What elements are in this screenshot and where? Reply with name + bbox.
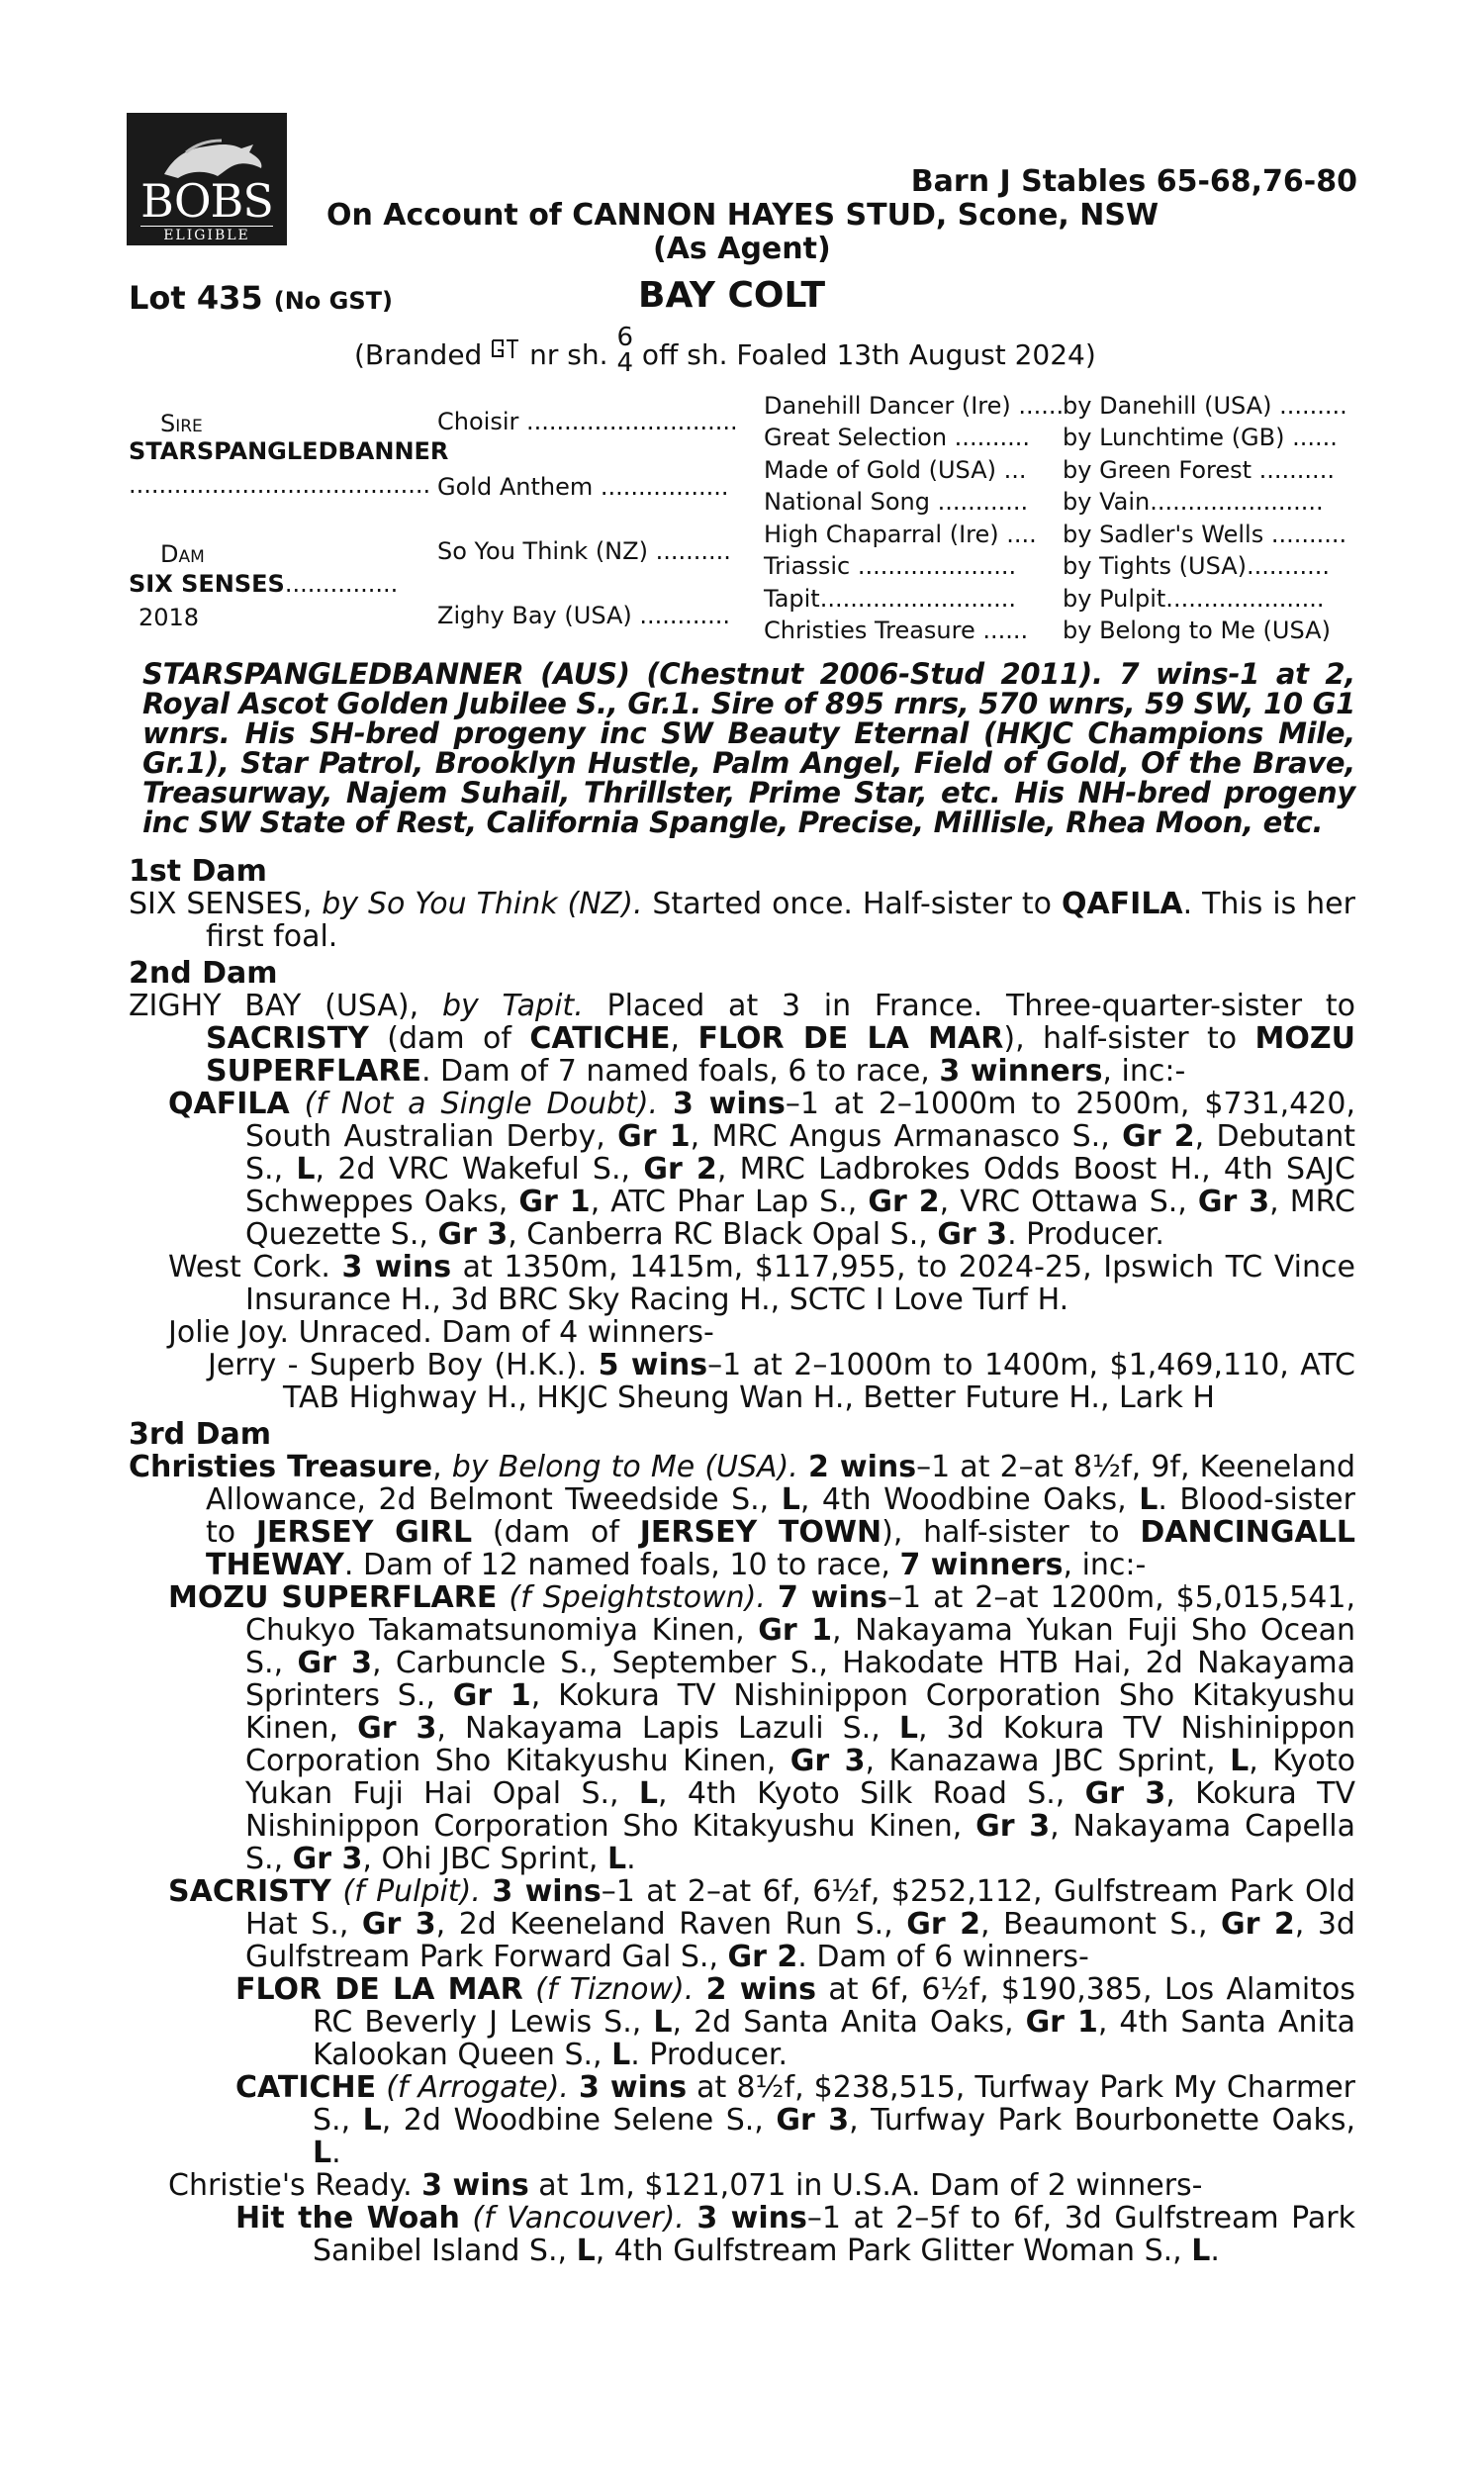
grade: L [1139, 1482, 1159, 1517]
sire-label: Sire [160, 410, 203, 437]
grade: Gr 1 [758, 1613, 832, 1648]
horse-name: FLOR DE LA MAR [235, 1972, 523, 2007]
grade: L [576, 2234, 596, 2268]
text-span: , 4th Kyoto Silk Road S., [658, 1776, 1066, 1811]
winners-count: 7 winners [899, 1548, 1064, 1582]
text-span: , VRC Ottawa S., [939, 1185, 1187, 1219]
text-span: at 8½f, $238,515, Turfway Park My Charmer S., [313, 2070, 1355, 2138]
relative-name: JERSEY GIRL [255, 1515, 473, 1550]
grade: L [313, 2136, 332, 2170]
grade: Gr 3 [975, 1809, 1051, 1844]
grade: Gr 3 [292, 1842, 363, 1876]
relative-name: CATICHE [529, 1021, 671, 1056]
ped-col2-2: So You Think (NZ) .......... [437, 537, 731, 565]
text-span: , Kokura TV Nishinippon Corporation Sho Kitakyushu Kinen, [245, 1776, 1355, 1844]
horse-name: West Cork. [168, 1250, 330, 1285]
progeny-catiche [129, 2071, 1355, 2169]
grade: Gr 2 [1122, 1119, 1195, 1154]
first-dam-entry [129, 888, 1355, 953]
text-span: . Dam of 6 winners- [797, 1940, 1089, 1974]
grade: L [1230, 1744, 1250, 1778]
brand-mid: nr sh. [529, 338, 608, 371]
text-span: , 2d Santa Anita Oaks, [672, 2005, 1014, 2040]
horse-name: Hit the Woah [235, 2201, 460, 2236]
text-span: , MRC Angus Armanasco S., [690, 1119, 1110, 1154]
sire-name: STARSPANGLEDBANNER [129, 437, 449, 465]
barn-location: Barn J Stables 65-68,76-80 [910, 164, 1357, 199]
grade: L [781, 1482, 800, 1517]
horse-sire: (f Not a Single Doubt). [304, 1087, 659, 1121]
grade: L [611, 2038, 631, 2072]
text-span: , Kokura TV Nishinippon Corporation Sho Kitakyushu Kinen, [245, 1678, 1355, 1746]
text-span: , Nakayama Yukan Fuji Sho Ocean S., [245, 1613, 1355, 1680]
text-span: . [331, 2136, 341, 2170]
horse-sire: (f Arrogate). [386, 2070, 569, 2105]
logo-subtext: ELIGIBLE [140, 226, 273, 243]
wins: 7 wins [777, 1580, 887, 1615]
grade: L [296, 1152, 316, 1187]
grade: Gr 3 [1197, 1185, 1270, 1219]
horse-name: SACRISTY [168, 1874, 331, 1909]
text-span: , Kanazawa JBC Sprint, [865, 1744, 1216, 1778]
text-span: (dam of [387, 1021, 511, 1056]
first-dam-sire: by So You Think (NZ). [322, 887, 643, 921]
grade: Gr 3 [776, 2103, 850, 2138]
text-span: ), half-sister to [1003, 1021, 1238, 1056]
dam-label: Dam [160, 540, 205, 568]
grade: Gr 3 [937, 1217, 1008, 1252]
grade: Gr 3 [437, 1217, 509, 1252]
wins: 3 wins [421, 2168, 529, 2203]
text-span: , inc:- [1063, 1548, 1147, 1582]
text-span: , [432, 1450, 442, 1484]
text-span: , Canberra RC Black Opal S., [508, 1217, 928, 1252]
text-span: –1 at 2–at 6f, 6½f, $252,112, Gulfstream Park Old Hat S., [245, 1874, 1356, 1942]
grade: Gr 2 [643, 1152, 717, 1187]
text-span: , MRC Quezette S., [245, 1185, 1355, 1252]
text-span: –1 at 2–at 1200m, $5,015,541, Chukyo Takamatsunomiya Kinen, [245, 1580, 1355, 1648]
logo-text: BOBS [140, 174, 273, 228]
grade: Gr 1 [1025, 2005, 1098, 2040]
text-span: , Kyoto Yukan Fuji Hai Opal S., [245, 1744, 1355, 1811]
ped-col4-3: by Vain....................... [1063, 488, 1324, 516]
text-span: –1 at 2–5f to 6f, 3d Gulfstream Park Sanibel Island S., [313, 2201, 1356, 2268]
text-span: . Blood-sister to [206, 1482, 1355, 1550]
progeny-hit-the-woah [129, 2202, 1355, 2267]
horse-name: Christie's Ready. [168, 2168, 413, 2203]
third-dam-sire: by Belong to Me (USA). [451, 1450, 798, 1484]
second-dam-entry [129, 990, 1355, 1088]
dam-year: 2018 [139, 604, 200, 631]
ped-col3-3: National Song ............ [764, 488, 1029, 516]
text-span: , Debutant S., [245, 1119, 1356, 1187]
winners-count: 3 winners [939, 1054, 1103, 1089]
section-2nd-dam: 2nd Dam [129, 956, 278, 991]
grade: Gr 1 [518, 1185, 591, 1219]
horse-sire: (f Speightstown). [509, 1580, 766, 1615]
text-span: . This is her first foal. [206, 887, 1355, 954]
ped-col4-2: by Green Forest .......... [1063, 456, 1335, 484]
wins: 2 wins [807, 1450, 917, 1484]
grade: Gr 3 [297, 1646, 372, 1680]
grade: Gr 1 [617, 1119, 691, 1154]
bobs-eligible-logo [127, 113, 287, 245]
horse-sire: (f Vancouver). [472, 2201, 685, 2236]
progeny-flor-de-la-mar [129, 1973, 1355, 2071]
progeny-mozu-superflare [129, 1581, 1355, 1875]
ped-col2-3: Zighy Bay (USA) ............ [437, 602, 730, 629]
text-span: , 4th Santa Anita Kalookan Queen S., [313, 2005, 1355, 2072]
ped-col3-6: Tapit.......................... [764, 585, 1017, 613]
text-span: , Beaumont S., [979, 1907, 1208, 1942]
text-span: , Nakayama Capella S., [245, 1809, 1355, 1876]
brand-post: off sh. Foaled 13th August 2024) [641, 338, 1096, 371]
text-span: –1 at 2–1000m to 2500m, $731,420, South Australian Derby, [245, 1087, 1356, 1154]
text-span: . Producer. [1007, 1217, 1164, 1252]
section-1st-dam: 1st Dam [129, 854, 267, 889]
ped-col3-1: Great Selection .......... [764, 424, 1030, 451]
horse-name: QAFILA [168, 1087, 290, 1121]
grade: Gr 2 [906, 1907, 980, 1942]
text-span: –1 at 2–at 8½f, 9f, Keeneland Allowance, 2d Belmont Tweedside S., [206, 1450, 1356, 1517]
third-dam-entry [129, 1451, 1355, 1581]
frac-bottom: 4 [616, 348, 633, 378]
text-span: –1 at 2–1000m to 1400m, $1,469,110, ATC TAB Highway H., HKJC Sheung Wan H., Better Future H., Lark H [283, 1348, 1355, 1415]
ped-col4-4: by Sadler's Wells .......... [1063, 521, 1347, 548]
grade: L [898, 1711, 918, 1746]
vendor-account: On Account of CANNON HAYES STUD, Scone, NSW [326, 198, 1159, 233]
frac-top: 6 [616, 323, 633, 352]
text-span: (dam of [492, 1515, 619, 1550]
grade: L [362, 2103, 382, 2138]
text-span: at 1350m, 1415m, $117,955, to 2024-25, Ipswich TC Vince Insurance H., 3d BRC Sky Racing H., SCTC I Love Turf H. [245, 1250, 1355, 1317]
relative-name: JERSEY TOWN [639, 1515, 882, 1550]
first-dam-name: SIX SENSES, [129, 887, 313, 921]
gst-note: (No GST) [273, 287, 393, 315]
text-span: , [670, 1021, 681, 1056]
horse-sire: (f Pulpit). [342, 1874, 481, 1909]
ped-col4-1: by Lunchtime (GB) ...... [1063, 424, 1338, 451]
lot-number [129, 279, 393, 317]
wins: 2 wins [705, 1972, 816, 2007]
text-span: . Producer. [630, 2038, 788, 2072]
wins: 3 wins [492, 1874, 602, 1909]
horse-name: MOZU SUPERFLARE [168, 1580, 498, 1615]
grade: L [1191, 2234, 1211, 2268]
text-span: , Nakayama Lapis Lazuli S., [436, 1711, 881, 1746]
grade: Gr 3 [361, 1907, 436, 1942]
dam-name-row [129, 570, 398, 598]
brand-pre: (Branded [354, 338, 483, 371]
text-span: , MRC Ladbrokes Odds Boost H., 4th SAJC Schweppes Oaks, [245, 1152, 1355, 1219]
relative-name: FLOR DE LA MAR [697, 1021, 1004, 1056]
progeny-christies-ready [129, 2169, 1355, 2202]
progeny-jerry [129, 1349, 1355, 1414]
dam-details [129, 855, 1355, 2267]
lot-label: Lot 435 [129, 279, 263, 317]
third-dam-name: Christies Treasure [129, 1450, 433, 1484]
grade: Gr 3 [789, 1744, 866, 1778]
grade: L [607, 1842, 627, 1876]
grade: Gr 1 [452, 1678, 531, 1713]
wins: 3 wins [341, 1250, 452, 1285]
relative-name: SACRISTY [206, 1021, 369, 1056]
ped-col3-7: Christies Treasure ...... [764, 617, 1029, 644]
progeny-west-cork [129, 1251, 1355, 1316]
grade: Gr 3 [1084, 1776, 1166, 1811]
text-span: , inc:- [1102, 1054, 1186, 1089]
text-span: at 6f, 6½f, $190,385, Los Alamitos RC Beverly J Lewis S., [313, 1972, 1355, 2040]
ped-col3-5: Triassic ..................... [764, 552, 1017, 580]
dam-dots: ............... [284, 570, 399, 598]
grade: Gr 2 [727, 1940, 798, 1974]
progeny-sacristy [129, 1875, 1355, 1973]
text-span: , 2d VRC Wakeful S., [315, 1152, 631, 1187]
text-span: , 4th Gulfstream Park Glitter Woman S., [595, 2234, 1182, 2268]
wins: 3 wins [696, 2201, 807, 2236]
text-span: , 2d Keeneland Raven Run S., [435, 1907, 893, 1942]
grade: Gr 2 [1221, 1907, 1295, 1942]
wins: 3 wins [579, 2070, 688, 2105]
text-span: . [1210, 2234, 1220, 2268]
relative-name: DANCINGALL THEWAY [206, 1515, 1355, 1582]
relative-name: MOZU SUPERFLARE [206, 1021, 1355, 1089]
grade: Gr 3 [357, 1711, 437, 1746]
horse-sire: (f Tiznow). [535, 1972, 695, 2007]
ped-col3-0: Danehill Dancer (Ire) ...... [764, 392, 1065, 420]
progeny-jolie-joy: Jolie Joy. Unraced. Dam of 4 winners- [168, 1315, 714, 1350]
grade: Gr 2 [868, 1185, 940, 1219]
ped-col4-0: by Danehill (USA) ......... [1063, 392, 1347, 420]
text-span: . [626, 1842, 636, 1876]
wins: 3 wins [672, 1087, 786, 1121]
brand-mark-icon [491, 334, 520, 354]
relative-name: QAFILA [1061, 887, 1183, 921]
text-span: . Dam of 12 named foals, 10 to race, [343, 1548, 890, 1582]
dam-name: SIX SENSES [129, 570, 285, 598]
ped-col2-0: Choisir ............................ [437, 408, 738, 435]
text-span: Started once. Half-sister to [652, 887, 1053, 921]
text-span: , 2d Woodbine Selene S., [381, 2103, 764, 2138]
text-span: , Carbuncle S., September S., Hakodate HTB Hai, 2d Nakayama Sprinters S., [245, 1646, 1355, 1713]
brand-fraction [616, 325, 633, 376]
text-span: , ATC Phar Lap S., [590, 1185, 858, 1219]
text-span: , 4th Woodbine Oaks, [799, 1482, 1127, 1517]
text-span: . Dam of 7 named foals, 6 to race, [420, 1054, 930, 1089]
text-span: , 3d Gulfstream Park Forward Gal S., [245, 1907, 1355, 1974]
brand-line [354, 323, 1096, 382]
ped-col4-6: by Pulpit..................... [1063, 585, 1325, 613]
second-dam-name: ZIGHY BAY (USA), [129, 989, 419, 1023]
ped-col3-4: High Chaparral (Ire) .... [764, 521, 1037, 548]
text-span: , Ohi JBC Sprint, [362, 1842, 599, 1876]
horse-name: CATICHE [235, 2070, 377, 2105]
progeny-qafila [129, 1088, 1355, 1251]
text-span: ), half-sister to [881, 1515, 1120, 1550]
text-span: , 3d Kokura TV Nishinippon Corporation Sho Kitakyushu Kinen, [245, 1711, 1356, 1778]
text-span: at 1m, $121,071 in U.S.A. Dam of 2 winners- [538, 2168, 1203, 2203]
grade: L [638, 1776, 659, 1811]
wins: 5 wins [598, 1348, 708, 1382]
ped-col4-7: by Belong to Me (USA) [1063, 617, 1331, 644]
ped-col3-2: Made of Gold (USA) ... [764, 456, 1027, 484]
sire-note: STARSPANGLEDBANNER (AUS) (Chestnut 2006-Stud 2011). 7 wins-1 at 2, Royal Ascot Golden Jubilee S., Gr.1. Sire of 895 rnrs, 570 wnrs, 59 SW, 10 G1 wnrs. His SH-bred progeny inc SW Beauty Eternal (HKJC Champions Mile, Gr.1), Star Patrol, Brooklyn Hustle, Palm Angel, Field of Gold, Of the Brave, Treasurway, Najem Suhail, Thrillster, Prime Star, etc. His NH-bred progeny inc SW State of Rest, California Spangle, Precise, Millisle, Rhea Moon, etc. [142, 657, 1355, 839]
page-title: BAY COLT [638, 275, 826, 316]
second-dam-sire: by Tapit. [441, 989, 584, 1023]
ped-col2-1: Gold Anthem ................. [437, 473, 729, 501]
agent-note: (As Agent) [653, 232, 831, 266]
sire-dots: ........................................ [129, 471, 431, 499]
ped-col4-5: by Tights (USA)........... [1063, 552, 1330, 580]
horse-name: Jerry - Superb Boy (H.K.). [208, 1348, 588, 1382]
grade: L [653, 2005, 673, 2040]
section-3rd-dam: 3rd Dam [129, 1417, 271, 1452]
text-span: Placed at 3 in France. Three-quarter-sister to [606, 989, 1355, 1023]
text-span: , Turfway Park Bourbonette Oaks, [849, 2103, 1355, 2138]
